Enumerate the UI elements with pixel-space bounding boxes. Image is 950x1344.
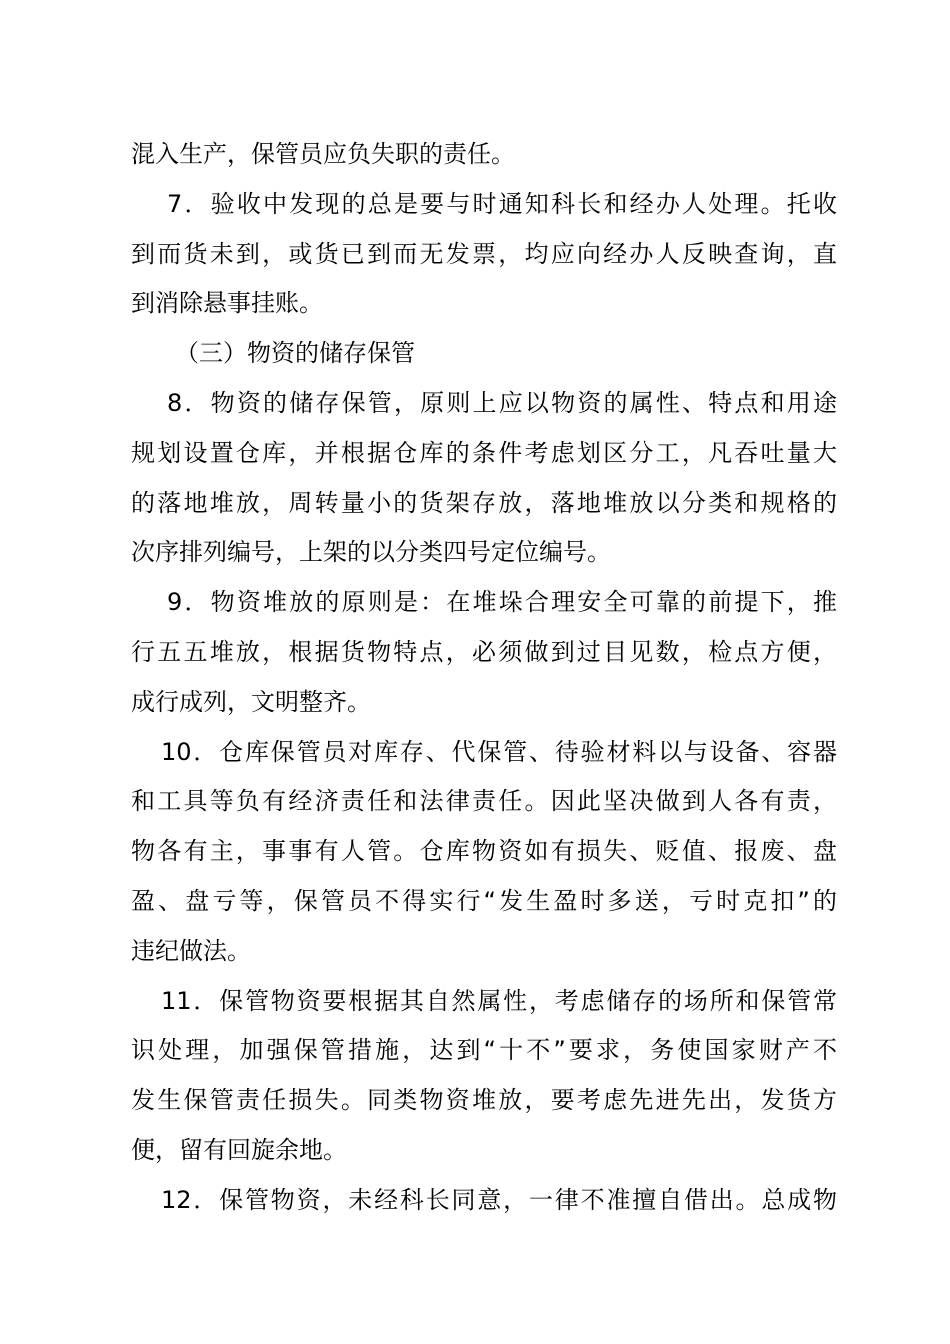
text-line: 到消除悬事挂账。	[131, 289, 323, 318]
section-heading: （三）物资的储存保管	[175, 339, 415, 368]
text-line: 12．保管物资，未经科长同意，一律不准擅自借出。总成物	[161, 1185, 837, 1214]
text-line: 规划设置仓库，并根据仓库的条件考虑划区分工，凡吞吐量大	[131, 438, 837, 467]
text-line: 违纪做法。	[131, 936, 251, 965]
text-line: 发生保管责任损失。同类物资堆放，要考虑先进先出，发货方	[131, 1086, 837, 1115]
document-body	[131, 130, 837, 1226]
text-line: 物各有主，事事有人管。仓库物资如有损失、贬值、报废、盘	[131, 837, 837, 866]
text-line: 11．保管物资要根据其自然属性，考虑储存的场所和保管常	[161, 986, 837, 1015]
text-line: 9．物资堆放的原则是：在堆垛合理安全可靠的前提下，推	[167, 588, 837, 617]
text-line: 10．仓库保管员对库存、代保管、待验材料以与设备、容器	[161, 737, 837, 766]
text-line: 和工具等负有经济责任和法律责任。因此坚决做到人各有责，	[131, 787, 837, 816]
text-line: 识处理，加强保管措施，达到“十不”要求，务使国家财产不	[131, 1036, 837, 1065]
text-line: 行五五堆放，根据货物特点，必须做到过目见数，检点方便，	[131, 637, 837, 666]
text-line: 7．验收中发现的总是要与时通知科长和经办人处理。托收	[167, 189, 837, 218]
text-line: 的落地堆放，周转量小的货架存放，落地堆放以分类和规格的	[131, 488, 837, 517]
text-line: 混入生产，保管员应负失职的责任。	[131, 140, 515, 168]
text-line: 8．物资的储存保管，原则上应以物资的属性、特点和用途	[167, 388, 837, 417]
text-line: 便，留有回旋余地。	[131, 1135, 347, 1164]
text-line: 盈、盘亏等，保管员不得实行“发生盈时多送，亏时克扣”的	[131, 886, 837, 915]
text-line: 成行成列，文明整齐。	[131, 687, 371, 716]
text-line: 到而货未到，或货已到而无发票，均应向经办人反映查询，直	[131, 239, 837, 268]
text-line: 次序排列编号，上架的以分类四号定位编号。	[131, 538, 611, 567]
